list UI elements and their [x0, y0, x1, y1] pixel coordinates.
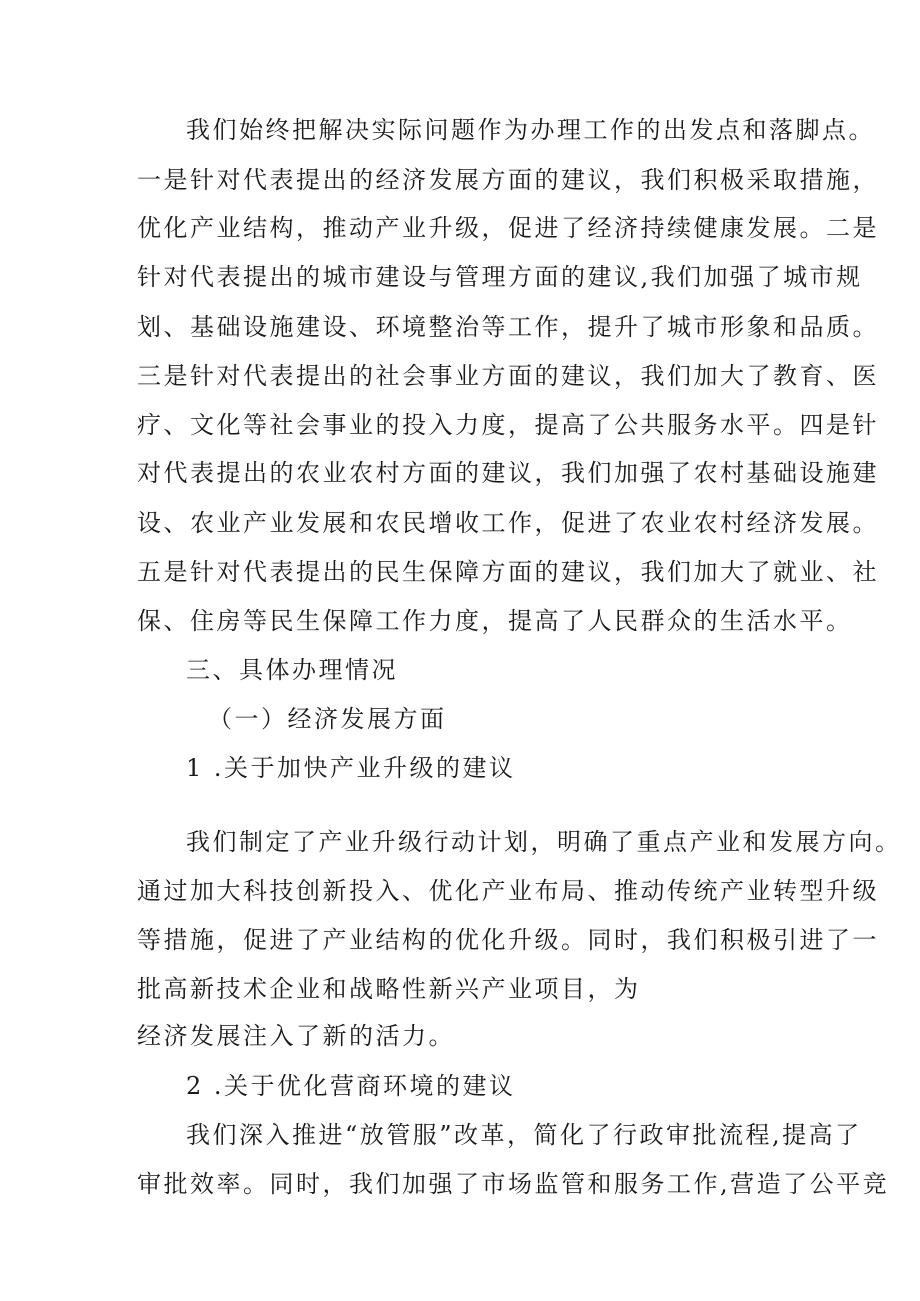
paragraph-line: 审批效率。同时，我们加强了市场监管和服务工作,营造了公平竞	[137, 1170, 890, 1198]
paragraph-line: 经济发展注入了新的活力。	[137, 1022, 455, 1050]
paragraph-line: 对代表提出的农业农村方面的建议，我们加强了农村基础设施建	[137, 459, 879, 487]
paragraph-line: 优化产业结构，推动产业升级，促进了经济持续健康发展。二是	[137, 214, 879, 242]
paragraph-line: 一是针对代表提出的经济发展方面的建议，我们积极采取措施，	[137, 166, 879, 194]
paragraph-line: 我们制定了产业升级行动计划，明确了重点产业和发展方向。	[186, 828, 902, 856]
paragraph-line: 针对代表提出的城市建设与管理方面的建议,我们加强了城市规	[137, 263, 863, 291]
item-heading: 1 .关于加快产业升级的建议	[186, 754, 516, 782]
paragraph-line: 划、基础设施建设、环境整治等工作，提升了城市形象和品质。	[137, 313, 879, 341]
paragraph-line: 设、农业产业发展和农民增收工作，促进了农业农村经济发展。	[137, 509, 879, 537]
paragraph-line: 批高新技术企业和战略性新兴产业项目，为	[137, 975, 641, 1003]
paragraph-line: 三是针对代表提出的社会事业方面的建议，我们加大了教育、医	[137, 362, 879, 390]
paragraph-line: 我们始终把解决实际问题作为办理工作的出发点和落脚点。	[186, 116, 875, 144]
paragraph-line: 五是针对代表提出的民生保障方面的建议，我们加大了就业、社	[137, 558, 879, 586]
paragraph-line: 保、住房等民生保障工作力度，提高了人民群众的生活水平。	[137, 607, 853, 635]
subsection-heading: （一）经济发展方面	[208, 705, 447, 733]
item-heading: 2 .关于优化营商环境的建议	[186, 1072, 516, 1100]
paragraph-line: 通过加大科技创新投入、优化产业布局、推动传统产业转型升级	[137, 877, 879, 905]
section-heading: 三、具体办理情况	[186, 656, 398, 684]
paragraph-line: 疗、文化等社会事业的投入力度，提高了公共服务水平。四是针	[137, 411, 879, 439]
paragraph-line: 等措施，促进了产业结构的优化升级。同时，我们积极引进了一	[137, 926, 879, 954]
paragraph-line: 我们深入推进“放管服”改革，简化了行政审批流程,提高了	[186, 1121, 862, 1149]
